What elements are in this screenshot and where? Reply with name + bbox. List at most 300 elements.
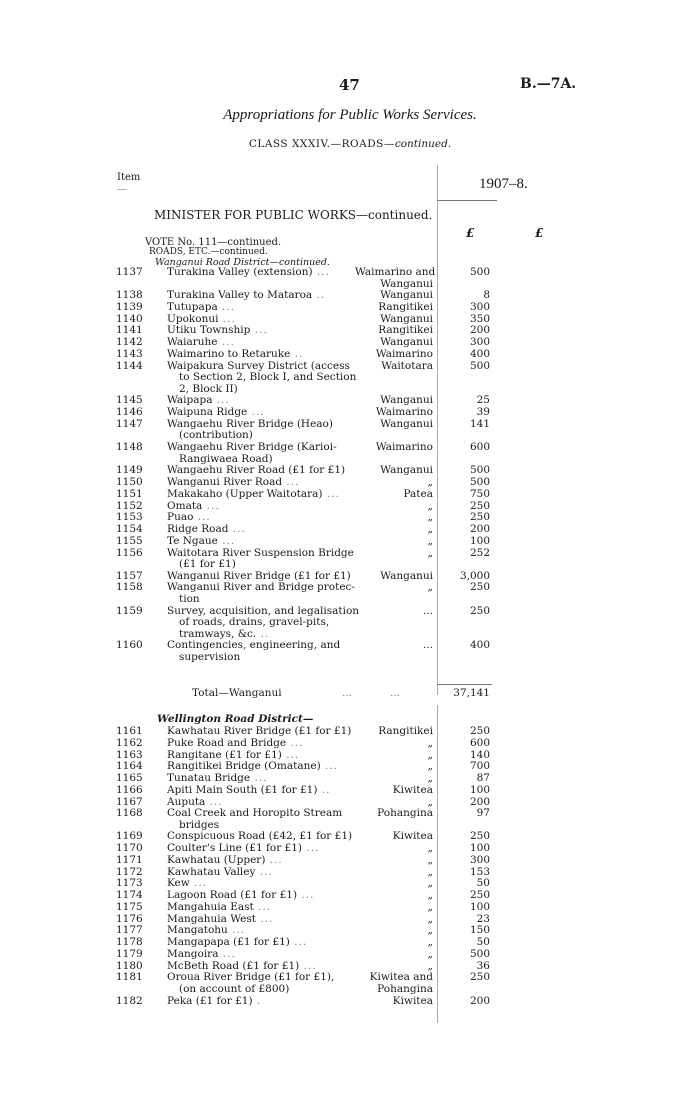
electoral-district bbox=[355, 606, 433, 618]
electoral-district bbox=[355, 465, 433, 477]
description-line: of roads, drains, gravel-pits, bbox=[179, 616, 330, 629]
amount-value: 50 bbox=[476, 877, 490, 890]
item-description bbox=[167, 267, 353, 279]
amount-value: 250 bbox=[469, 889, 490, 902]
district-line: „ bbox=[427, 947, 433, 960]
item-number: 1157 bbox=[116, 569, 143, 582]
district-line: „ bbox=[427, 476, 433, 488]
amount-value: 700 bbox=[469, 760, 490, 773]
amount-value: 500 bbox=[469, 359, 490, 372]
district-line: „ bbox=[427, 523, 433, 535]
electoral-district bbox=[355, 501, 433, 513]
electoral-district bbox=[355, 843, 433, 855]
item-number: 1168 bbox=[116, 807, 143, 820]
amount-value: 250 bbox=[469, 511, 490, 524]
amount-value: 97 bbox=[476, 807, 490, 820]
total-leader-dots: ... bbox=[390, 687, 401, 699]
amount-value: 600 bbox=[469, 736, 490, 749]
item-description bbox=[167, 524, 353, 536]
item-description bbox=[167, 785, 353, 797]
description-line: Mangahuia East ... bbox=[167, 900, 272, 913]
roads-heading: ROADS, ETC.—continued. bbox=[149, 247, 268, 257]
amount-value: 500 bbox=[469, 266, 490, 278]
electoral-district bbox=[355, 785, 433, 797]
leader-dots: ... bbox=[228, 523, 246, 535]
electoral-district bbox=[355, 914, 433, 926]
description-line: Waipakura Survey District (access bbox=[167, 359, 350, 372]
amount-value: 200 bbox=[469, 523, 490, 535]
amount-value: 39 bbox=[476, 406, 490, 419]
district-line: „ bbox=[427, 936, 433, 949]
description-line: Ridge Road ... bbox=[167, 523, 246, 535]
class-heading bbox=[0, 138, 700, 150]
district-line: Waimarino bbox=[375, 441, 433, 454]
description-line: McBeth Road (£1 for £1) ... bbox=[167, 959, 317, 972]
district-line: Patea bbox=[403, 487, 433, 500]
district-line: Kiwitea bbox=[392, 783, 433, 796]
item-header-rule: — bbox=[117, 184, 127, 195]
electoral-district bbox=[355, 925, 433, 937]
item-number: 1181 bbox=[116, 971, 143, 984]
description-line: Mangapapa (£1 for £1) ... bbox=[167, 936, 308, 949]
year-column-header: 1907–8. bbox=[479, 176, 528, 192]
electoral-district bbox=[355, 878, 433, 890]
leader-dots: ... bbox=[217, 336, 235, 349]
district-line: „ bbox=[427, 795, 433, 808]
amount-value: 150 bbox=[469, 924, 490, 937]
leader-dots: ... bbox=[286, 736, 304, 749]
electoral-district bbox=[355, 831, 433, 843]
leader-dots: ... bbox=[302, 842, 320, 855]
item-description bbox=[167, 738, 353, 750]
district-line: „ bbox=[427, 865, 433, 878]
total-label: Total—Wanganui bbox=[192, 687, 282, 699]
item-description bbox=[167, 640, 353, 663]
district-line: Wanganui bbox=[380, 312, 433, 325]
description-line: (£1 for £1) bbox=[179, 558, 236, 571]
leader-dots: . bbox=[252, 994, 262, 1007]
electoral-district bbox=[355, 750, 433, 762]
electoral-district bbox=[355, 855, 433, 867]
amount-value: 250 bbox=[469, 499, 490, 512]
item-number: 1149 bbox=[116, 464, 143, 477]
description-line: to Section 2, Block I, and Section bbox=[179, 371, 357, 384]
district-line: „ bbox=[427, 546, 433, 559]
electoral-district bbox=[355, 773, 433, 785]
leader-dots: ... bbox=[193, 511, 211, 524]
item-description bbox=[167, 407, 353, 419]
amount-value: 100 bbox=[469, 842, 490, 855]
electoral-district bbox=[355, 512, 433, 524]
description-line: Puao ... bbox=[167, 511, 211, 524]
district-line: Wanganui bbox=[380, 289, 433, 302]
district-line: „ bbox=[427, 511, 433, 524]
district-line: „ bbox=[427, 736, 433, 749]
description-line: Mangatohu ... bbox=[167, 924, 246, 937]
item-description bbox=[167, 548, 353, 571]
leader-dots: .. bbox=[312, 289, 326, 302]
amount-value: 3,000 bbox=[459, 569, 490, 582]
district-line: „ bbox=[427, 499, 433, 512]
item-number: 1138 bbox=[116, 289, 143, 302]
electoral-district bbox=[355, 972, 433, 995]
amount-value: 250 bbox=[469, 971, 490, 984]
amount-value: 350 bbox=[469, 312, 490, 325]
total-rule bbox=[437, 684, 492, 685]
description-line: Rangitikei Bridge (Omatane) ... bbox=[167, 760, 339, 773]
item-number: 1160 bbox=[116, 639, 143, 652]
leader-dots: ... bbox=[289, 936, 308, 949]
electoral-district bbox=[355, 536, 433, 548]
leader-dots: .. bbox=[256, 627, 270, 640]
document-code: B.—7A. bbox=[520, 76, 577, 92]
district-line: ... bbox=[422, 604, 433, 617]
description-line: Puke Road and Bridge ... bbox=[167, 736, 304, 749]
description-line: (contribution) bbox=[179, 429, 253, 442]
district-line: Waimarino bbox=[375, 406, 433, 419]
leader-dots: ... bbox=[217, 300, 236, 313]
item-description bbox=[167, 726, 353, 738]
item-number: 1139 bbox=[116, 300, 143, 313]
pound-symbol-col2: £ bbox=[535, 226, 544, 240]
column-divider-upper bbox=[437, 165, 438, 695]
description-line: Wangaehu River Bridge (Karioi- bbox=[167, 441, 337, 454]
amount-value: 141 bbox=[469, 417, 490, 430]
description-line: Wangaehu River Road (£1 for £1) bbox=[167, 464, 346, 477]
item-number: 1162 bbox=[116, 736, 143, 749]
district-line: ... bbox=[422, 639, 433, 652]
leader-dots: ... bbox=[312, 266, 330, 278]
description-line: Waiaruhe ... bbox=[167, 336, 235, 349]
description-line: Kew ... bbox=[167, 877, 208, 890]
description-line: Oroua River Bridge (£1 for £1), bbox=[167, 971, 335, 984]
description-line: Mangahuia West ... bbox=[167, 912, 274, 925]
item-number: 1137 bbox=[116, 266, 143, 278]
leader-dots: ... bbox=[227, 924, 246, 937]
amount-value: 8 bbox=[483, 289, 490, 302]
district-line: Wanganui bbox=[380, 336, 433, 349]
district-line: Pohangina bbox=[377, 807, 433, 820]
item-number: 1170 bbox=[116, 842, 143, 855]
leader-dots: ... bbox=[250, 772, 268, 784]
item-number: 1159 bbox=[116, 604, 143, 617]
item-number: 1154 bbox=[116, 523, 143, 535]
amount-value: 252 bbox=[469, 546, 490, 559]
item-number: 1153 bbox=[116, 511, 143, 524]
amount-value: 36 bbox=[476, 959, 490, 972]
class-heading-continued: continued. bbox=[394, 138, 452, 150]
leader-dots: ... bbox=[255, 865, 273, 878]
electoral-district bbox=[355, 419, 433, 431]
district-heading-wellington: Wellington Road District— bbox=[157, 713, 314, 725]
electoral-district bbox=[355, 949, 433, 961]
item-number: 1143 bbox=[116, 347, 143, 360]
description-line: Mangoira ... bbox=[167, 947, 236, 960]
amount-value: 200 bbox=[469, 324, 490, 337]
description-line: Kawhatau (Upper) ... bbox=[167, 853, 283, 866]
item-number: 1169 bbox=[116, 830, 143, 843]
description-line: Turakina Valley (extension) ... bbox=[167, 266, 330, 278]
district-line: Waimarino bbox=[375, 347, 433, 360]
description-line: bridges bbox=[179, 818, 220, 831]
item-description bbox=[167, 489, 353, 501]
district-line: „ bbox=[427, 853, 433, 866]
description-line: Turakina Valley to Mataroa .. bbox=[167, 289, 326, 302]
amount-value: 300 bbox=[469, 300, 490, 313]
electoral-district bbox=[355, 524, 433, 536]
item-number: 1148 bbox=[116, 441, 143, 454]
page-title: Appropriations for Public Works Services. bbox=[223, 107, 477, 123]
electoral-district bbox=[355, 548, 433, 560]
description-line: Conspicuous Road (£42, £1 for £1) bbox=[167, 830, 353, 843]
item-description bbox=[167, 604, 360, 641]
district-heading-wanganui: Wanganui Road District—continued. bbox=[155, 257, 330, 268]
description-line: Waimarino to Retaruke .. bbox=[167, 347, 304, 360]
electoral-district bbox=[355, 738, 433, 750]
district-line: Kiwitea bbox=[392, 994, 433, 1007]
district-line: Wanganui bbox=[380, 277, 433, 290]
item-number: 1155 bbox=[116, 534, 143, 547]
column-divider-lower bbox=[437, 705, 438, 1023]
district-line: „ bbox=[427, 959, 433, 972]
item-description bbox=[167, 349, 353, 361]
item-number: 1166 bbox=[116, 783, 143, 796]
item-number: 1140 bbox=[116, 312, 143, 325]
amount-value: 500 bbox=[469, 476, 490, 488]
description-line: Utiku Township ... bbox=[167, 324, 268, 337]
description-line: Wanganui River and Bridge protec- bbox=[167, 581, 355, 594]
item-number: 1179 bbox=[116, 947, 143, 960]
amount-value: 750 bbox=[469, 487, 490, 500]
leader-dots: ... bbox=[250, 324, 268, 337]
amount-value: 100 bbox=[469, 534, 490, 547]
electoral-district bbox=[355, 726, 433, 738]
leader-dots: ... bbox=[320, 760, 339, 773]
description-line: Survey, acquisition, and legalisation bbox=[167, 604, 360, 617]
district-line: Pohangina bbox=[377, 983, 433, 996]
description-line: supervision bbox=[179, 650, 241, 663]
description-line: Apiti Main South (£1 for £1) .. bbox=[167, 783, 331, 796]
electoral-district bbox=[355, 571, 433, 583]
item-number: 1171 bbox=[116, 853, 143, 866]
item-description bbox=[167, 808, 353, 831]
district-line: Rangitikei bbox=[378, 324, 433, 337]
description-line: Tutupapa ... bbox=[167, 300, 236, 313]
item-number: 1146 bbox=[116, 406, 143, 419]
leader-dots: ... bbox=[205, 795, 223, 808]
total-amount: 37,141 bbox=[453, 687, 490, 699]
district-line: „ bbox=[427, 924, 433, 937]
electoral-district bbox=[355, 302, 433, 314]
district-line: Rangitikei bbox=[378, 725, 433, 737]
leader-dots: ... bbox=[202, 499, 220, 512]
district-line: „ bbox=[427, 534, 433, 547]
electoral-district bbox=[355, 477, 433, 489]
electoral-district bbox=[355, 937, 433, 949]
description-line: (on account of £800) bbox=[179, 983, 290, 996]
electoral-district bbox=[355, 442, 433, 454]
district-line: Wanganui bbox=[380, 417, 433, 430]
electoral-district bbox=[355, 890, 433, 902]
item-number: 1142 bbox=[116, 336, 143, 349]
item-number: 1180 bbox=[116, 959, 143, 972]
description-line: Upokonui ... bbox=[167, 312, 236, 325]
item-description bbox=[167, 536, 353, 548]
leader-dots: ... bbox=[218, 312, 236, 325]
description-line: Lagoon Road (£1 for £1) ... bbox=[167, 889, 315, 902]
district-line: Wanganui bbox=[380, 394, 433, 407]
leader-dots: ... bbox=[299, 959, 317, 972]
header-rule bbox=[437, 200, 497, 201]
electoral-district bbox=[355, 902, 433, 914]
leader-dots: ... bbox=[247, 406, 265, 419]
total-leader-dots: ... bbox=[342, 687, 353, 699]
amount-value: 250 bbox=[469, 604, 490, 617]
description-line: Te Ngaue ... bbox=[167, 534, 236, 547]
item-description bbox=[167, 996, 353, 1008]
description-line: Rangitane (£1 for £1) ... bbox=[167, 748, 300, 761]
description-line: Coulter's Line (£1 for £1) ... bbox=[167, 842, 320, 855]
description-line: Makakaho (Upper Waitotara) ... bbox=[167, 487, 340, 500]
amount-value: 250 bbox=[469, 725, 490, 737]
electoral-district bbox=[355, 761, 433, 773]
leader-dots: ... bbox=[212, 394, 230, 407]
amount-value: 500 bbox=[469, 947, 490, 960]
district-line: Wanganui bbox=[380, 464, 433, 477]
leader-dots: ... bbox=[218, 947, 236, 960]
leader-dots: ... bbox=[322, 487, 340, 500]
amount-value: 250 bbox=[469, 830, 490, 843]
description-line: Kawhatau Valley ... bbox=[167, 865, 273, 878]
description-line: Wanganui River Road ... bbox=[167, 476, 300, 488]
item-description bbox=[167, 302, 353, 314]
item-number: 1151 bbox=[116, 487, 143, 500]
item-description bbox=[167, 972, 353, 995]
district-line: Waimarino and bbox=[355, 266, 436, 278]
amount-value: 300 bbox=[469, 853, 490, 866]
district-line: „ bbox=[427, 760, 433, 773]
item-description bbox=[167, 419, 353, 442]
item-description bbox=[167, 949, 353, 961]
item-number: 1161 bbox=[116, 725, 143, 737]
district-line: „ bbox=[427, 912, 433, 925]
amount-value: 200 bbox=[469, 795, 490, 808]
amount-value: 400 bbox=[469, 639, 490, 652]
leader-dots: ... bbox=[217, 534, 236, 547]
district-line: „ bbox=[427, 900, 433, 913]
item-number: 1163 bbox=[116, 748, 143, 761]
item-number: 1182 bbox=[116, 994, 143, 1007]
amount-value: 500 bbox=[469, 464, 490, 477]
electoral-district bbox=[355, 489, 433, 501]
description-line: Waipapa ... bbox=[167, 394, 230, 407]
item-number: 1174 bbox=[116, 889, 143, 902]
description-line: tramways, &c. .. bbox=[179, 627, 270, 640]
item-number: 1177 bbox=[116, 924, 143, 937]
item-number: 1167 bbox=[116, 795, 143, 808]
description-line: Tunatau Bridge ... bbox=[167, 772, 268, 784]
district-line: „ bbox=[427, 842, 433, 855]
amount-value: 200 bbox=[469, 994, 490, 1007]
leader-dots: ... bbox=[297, 889, 315, 902]
item-number: 1144 bbox=[116, 359, 143, 372]
electoral-district bbox=[355, 349, 433, 361]
district-line: Wanganui bbox=[380, 569, 433, 582]
vote-heading: VOTE No. 111—continued. bbox=[145, 237, 282, 248]
item-number: 1141 bbox=[116, 324, 143, 337]
item-number: 1173 bbox=[116, 877, 143, 890]
amount-value: 140 bbox=[469, 748, 490, 761]
electoral-district bbox=[355, 266, 436, 290]
page-number: 47 bbox=[339, 76, 360, 94]
district-line: Kiwitea bbox=[392, 830, 433, 843]
class-heading-main: CLASS XXXIV.—ROADS— bbox=[248, 138, 395, 150]
amount-value: 100 bbox=[469, 900, 490, 913]
description-line: Wanganui River Bridge (£1 for £1) bbox=[167, 569, 351, 582]
amount-value: 25 bbox=[476, 394, 490, 407]
item-number: 1150 bbox=[116, 476, 143, 488]
item-number: 1156 bbox=[116, 546, 143, 559]
leader-dots: ... bbox=[256, 912, 274, 925]
description-line: Kawhatau River Bridge (£1 for £1) bbox=[167, 725, 352, 737]
description-line: 2, Block II) bbox=[179, 382, 238, 395]
district-line: „ bbox=[427, 877, 433, 890]
item-number: 1178 bbox=[116, 936, 143, 949]
amount-value: 100 bbox=[469, 783, 490, 796]
leader-dots: ... bbox=[265, 853, 283, 866]
item-number: 1147 bbox=[116, 417, 143, 430]
district-line: „ bbox=[427, 581, 433, 594]
amount-value: 23 bbox=[476, 912, 490, 925]
district-line: Rangitikei bbox=[378, 300, 433, 313]
electoral-district bbox=[355, 407, 433, 419]
amount-value: 50 bbox=[476, 936, 490, 949]
description-line: tion bbox=[179, 593, 200, 606]
leader-dots: ... bbox=[282, 476, 300, 488]
item-description bbox=[167, 582, 353, 605]
description-line: Wangaehu River Bridge (Heao) bbox=[167, 417, 333, 430]
district-line: „ bbox=[427, 772, 433, 784]
item-description bbox=[167, 442, 353, 465]
item-description bbox=[167, 359, 357, 396]
electoral-district bbox=[355, 582, 433, 594]
item-column-header: Item bbox=[117, 172, 141, 183]
description-line: Peka (£1 for £1) . bbox=[167, 994, 262, 1007]
description-line: Coal Creek and Horopito Stream bbox=[167, 807, 343, 820]
electoral-district bbox=[355, 996, 433, 1008]
district-line: Waitotara bbox=[381, 359, 433, 372]
amount-value: 87 bbox=[476, 772, 490, 784]
leader-dots: .. bbox=[290, 347, 304, 360]
district-line: Kiwitea and bbox=[369, 971, 433, 984]
description-line: Waipuna Ridge ... bbox=[167, 406, 265, 419]
leader-dots: .. bbox=[317, 783, 331, 796]
leader-dots: ... bbox=[281, 748, 300, 761]
amount-value: 600 bbox=[469, 441, 490, 454]
minister-heading: MINISTER FOR PUBLIC WORKS—continued. bbox=[154, 208, 433, 222]
amount-value: 250 bbox=[469, 581, 490, 594]
district-line: „ bbox=[427, 748, 433, 761]
item-number: 1175 bbox=[116, 900, 143, 913]
electoral-district bbox=[355, 361, 433, 373]
item-number: 1152 bbox=[116, 499, 143, 512]
electoral-district bbox=[355, 867, 433, 879]
amount-value: 153 bbox=[469, 865, 490, 878]
leader-dots: ... bbox=[253, 900, 272, 913]
item-number: 1164 bbox=[116, 760, 143, 773]
amount-value: 300 bbox=[469, 336, 490, 349]
item-number: 1165 bbox=[116, 772, 143, 784]
